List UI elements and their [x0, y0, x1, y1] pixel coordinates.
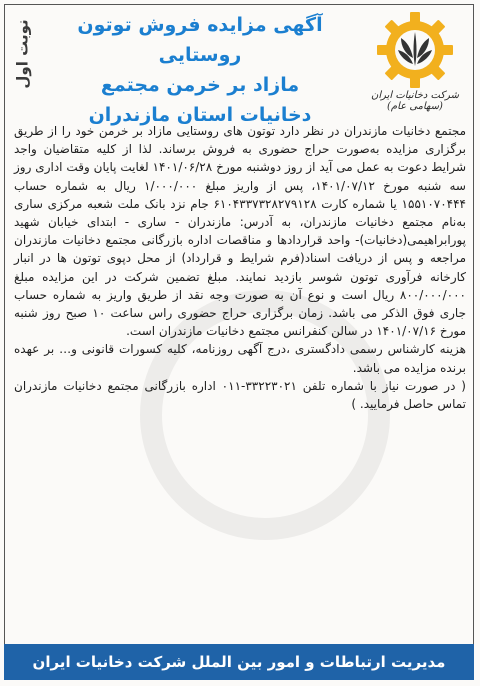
footer-text: مدیریت ارتباطات و امور بین الملل شرکت دخانیات ایران [32, 653, 446, 671]
announcement-paragraph-contact: ( در صورت نیاز با شماره تلفن ۳۳۲۲۳۰۲۱-۰۱۱ اداره بازرگانی مجتمع دخانیات مازندران تماس حاصل فرمایید. ) [14, 378, 466, 412]
announcement-paragraph-costs: هزینه کارشناس رسمی دادگستری ،درج آگهی روزنامه، کلیه کسورات قانونی و… بر عهده برنده مزایده می باشد. [14, 342, 466, 375]
company-caption: شرکت دخانیات ایران (سهامی عام) [371, 90, 459, 112]
headline [40, 10, 360, 130]
edition-tag [10, 14, 36, 94]
company-logo [360, 10, 470, 112]
announcement-body [14, 122, 466, 620]
footer-banner [4, 644, 474, 680]
gear-leaf-logo-icon [372, 10, 458, 90]
headline-line-2: مازاد بر خرمن مجتمع [100, 74, 300, 96]
headline-line-1: آگهی مزایده فروش توتون روستایی [77, 14, 323, 66]
edition-tag-text: نوبت اول [14, 19, 33, 89]
headline-line-3: دخانیات استان مازندران [88, 104, 312, 126]
announcement-paragraph-main: مجتمع دخانیات مازندران در نظر دارد توتون های روستایی مازاد بر خرمن خود را از طریق برگزاری مزایده به‌صورت حراج حضوری به فروش برساند. لذا از کلیه متقاضیان واجد شرایط دعوت به عمل می آید از روز دوشنبه مورخ ۱۴۰۱/۰۶/۲۸ لغایت پایان وقت اداری روز سه شنبه مورخ ۱۴۰۱/۰۷/۱۲، پس از واریز مبلغ ۱/۰۰۰/۰۰۰ ریال به شماره حساب ۱۵۵۱۰۷۰۴۴۴ یا شماره کارت ۶۱۰۴۳۳۷۳۲۸۲۷۹۱۲۸ جام نزد بانک ملت شعبه مرکزی ساری به‌نام مجتمع دخانیات مازندران، به آدرس: مازندران - ساری - ابتدای خیابان شهید پورابراهیمی(دخانیات)- واحد قراردادها و مناقصات اداره بازرگانی مجتمع دخانیات مازندران مراجعه و پس از دریافت اسناد(فرم شرایط و قرارداد) از محل دپوی توتون ها در انبار کارخانه فرآوری توتون شوسر بازدید نمایند. مبلغ تضمین شرکت در این مزایده مبلغ ۸۰۰/۰۰۰/۰۰۰ ریال است و نوع آن به صورت وجه نقد از طریق واریز به شماره حساب جاری فوق الذکر می باشد. زمان برگزاری حراج حضوری راس ساعت ۱۰ صبح روز شنبه مورخ ۱۴۰۱/۰۷/۱۶ در سالن کنفرانس مجتمع دخانیات مازندران است. [14, 124, 467, 339]
